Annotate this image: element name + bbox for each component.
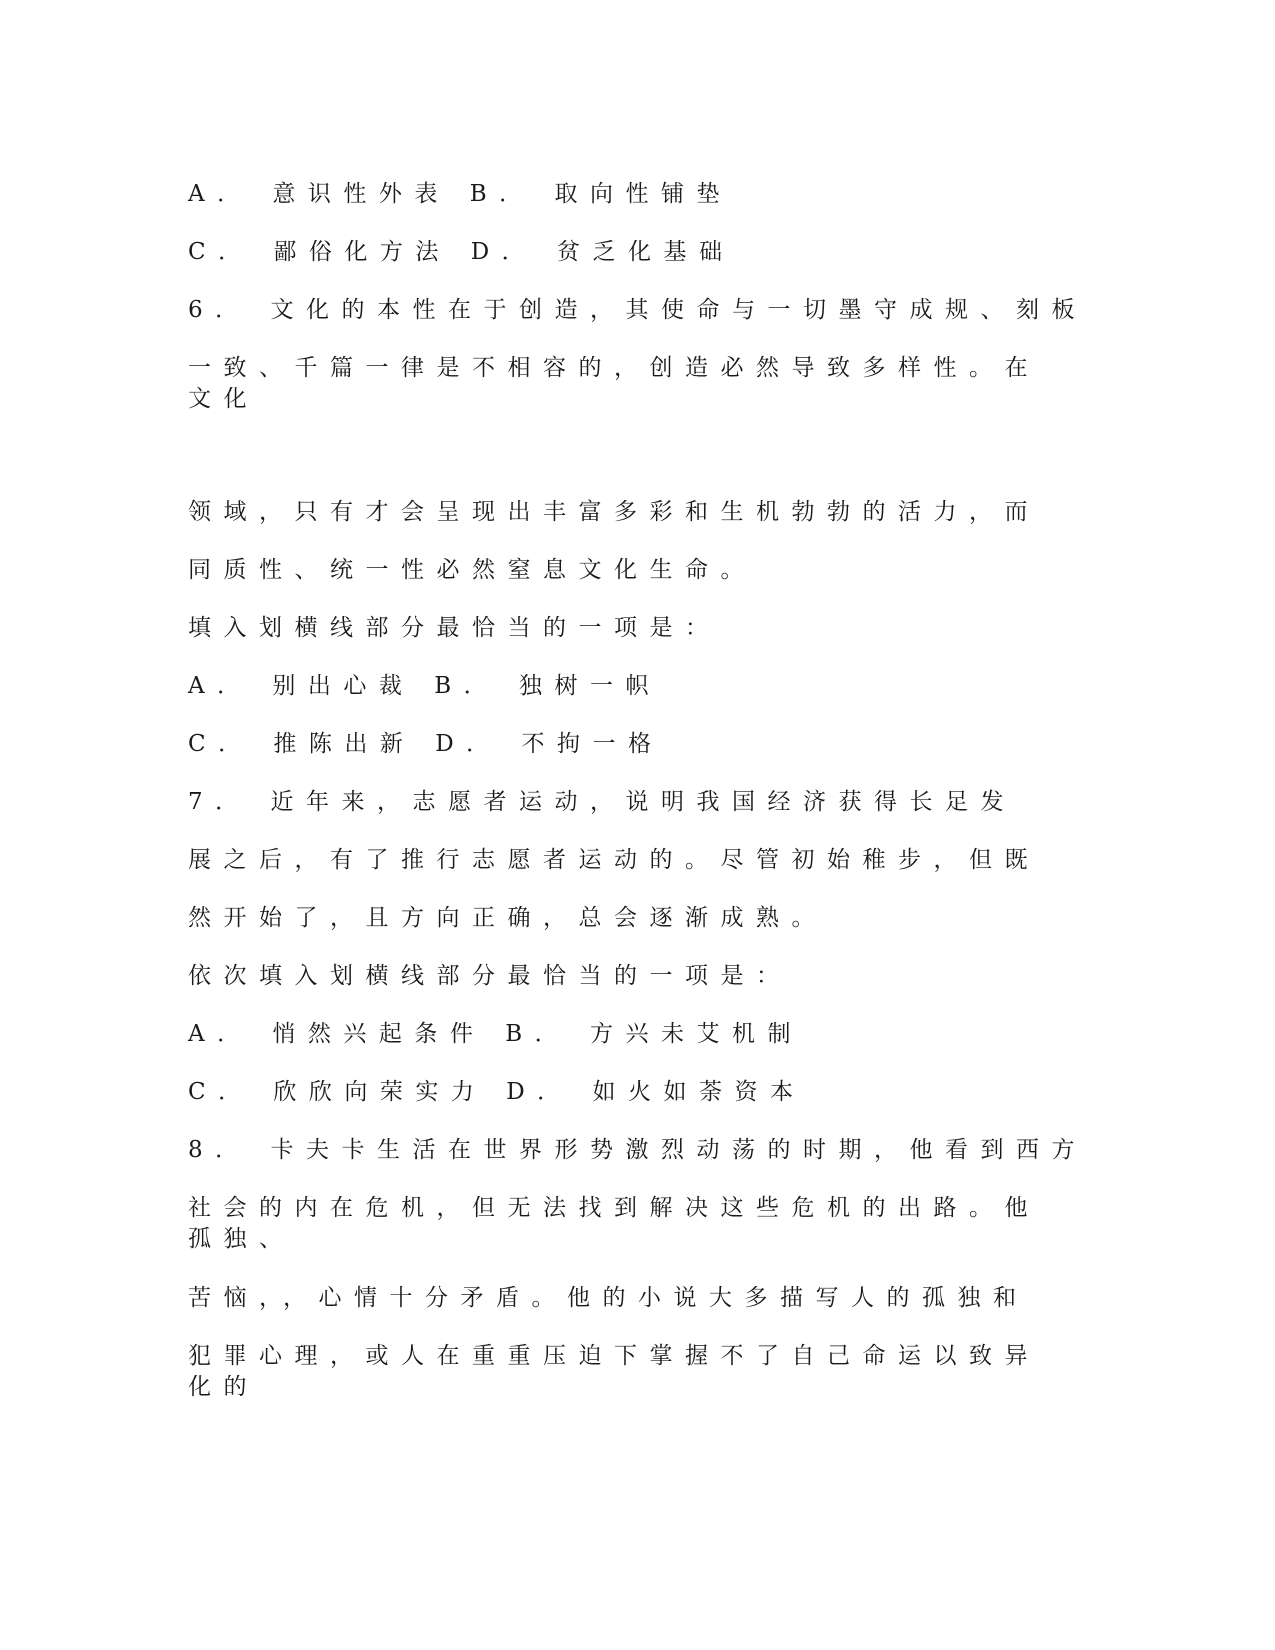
question-prompt: 依次填入划横线部分最恰当的一项是： <box>188 963 792 989</box>
question-text: 6． 文化的本性在于创造，其使命与一切墨守成规、刻板 <box>188 297 1087 323</box>
question-text: 展之后，有了推行志愿者运动的。尽管初始稚步，但既 <box>188 847 1040 873</box>
option-line: A． 别出心裁 B． 独树一帜 <box>188 673 661 699</box>
question-text: 文化 <box>188 386 259 412</box>
option-line: C． 鄙俗化方法 D． 贫乏化基础 <box>188 239 735 265</box>
question-text: 领域，只有才会呈现出丰富多彩和生机勃勃的活力，而 <box>188 499 1040 525</box>
question-text: 然开始了，且方向正确，总会逐渐成熟。 <box>188 905 827 931</box>
option-line: C． 欣欣向荣实力 D． 如火如荼资本 <box>188 1079 806 1105</box>
option-line: C． 推陈出新 D． 不拘一格 <box>188 731 664 757</box>
question-text: 同质性、统一性必然窒息文化生命。 <box>188 557 756 583</box>
question-text: 社会的内在危机，但无法找到解决这些危机的出路。他 <box>188 1195 1040 1221</box>
question-text: 苦恼，，心情十分矛盾。他的小说大多描写人的孤独和 <box>188 1285 1029 1311</box>
question-text: 犯罪心理，或人在重重压迫下掌握不了自己命运以致异 <box>188 1343 1040 1369</box>
option-line: A． 悄然兴起条件 B． 方兴未艾机制 <box>188 1021 803 1047</box>
question-text: 一致、千篇一律是不相容的，创造必然导致多样性。在 <box>188 355 1040 381</box>
question-prompt: 填入划横线部分最恰当的一项是： <box>188 615 721 641</box>
question-text: 孤独、 <box>188 1226 295 1252</box>
question-text: 化的 <box>188 1374 259 1400</box>
question-text: 8． 卡夫卡生活在世界形势激烈动荡的时期，他看到西方 <box>188 1137 1087 1163</box>
option-line: A． 意识性外表 B． 取向性铺垫 <box>188 181 732 207</box>
question-text: 7． 近年来，志愿者运动，说明我国经济获得长足发 <box>188 789 1016 815</box>
